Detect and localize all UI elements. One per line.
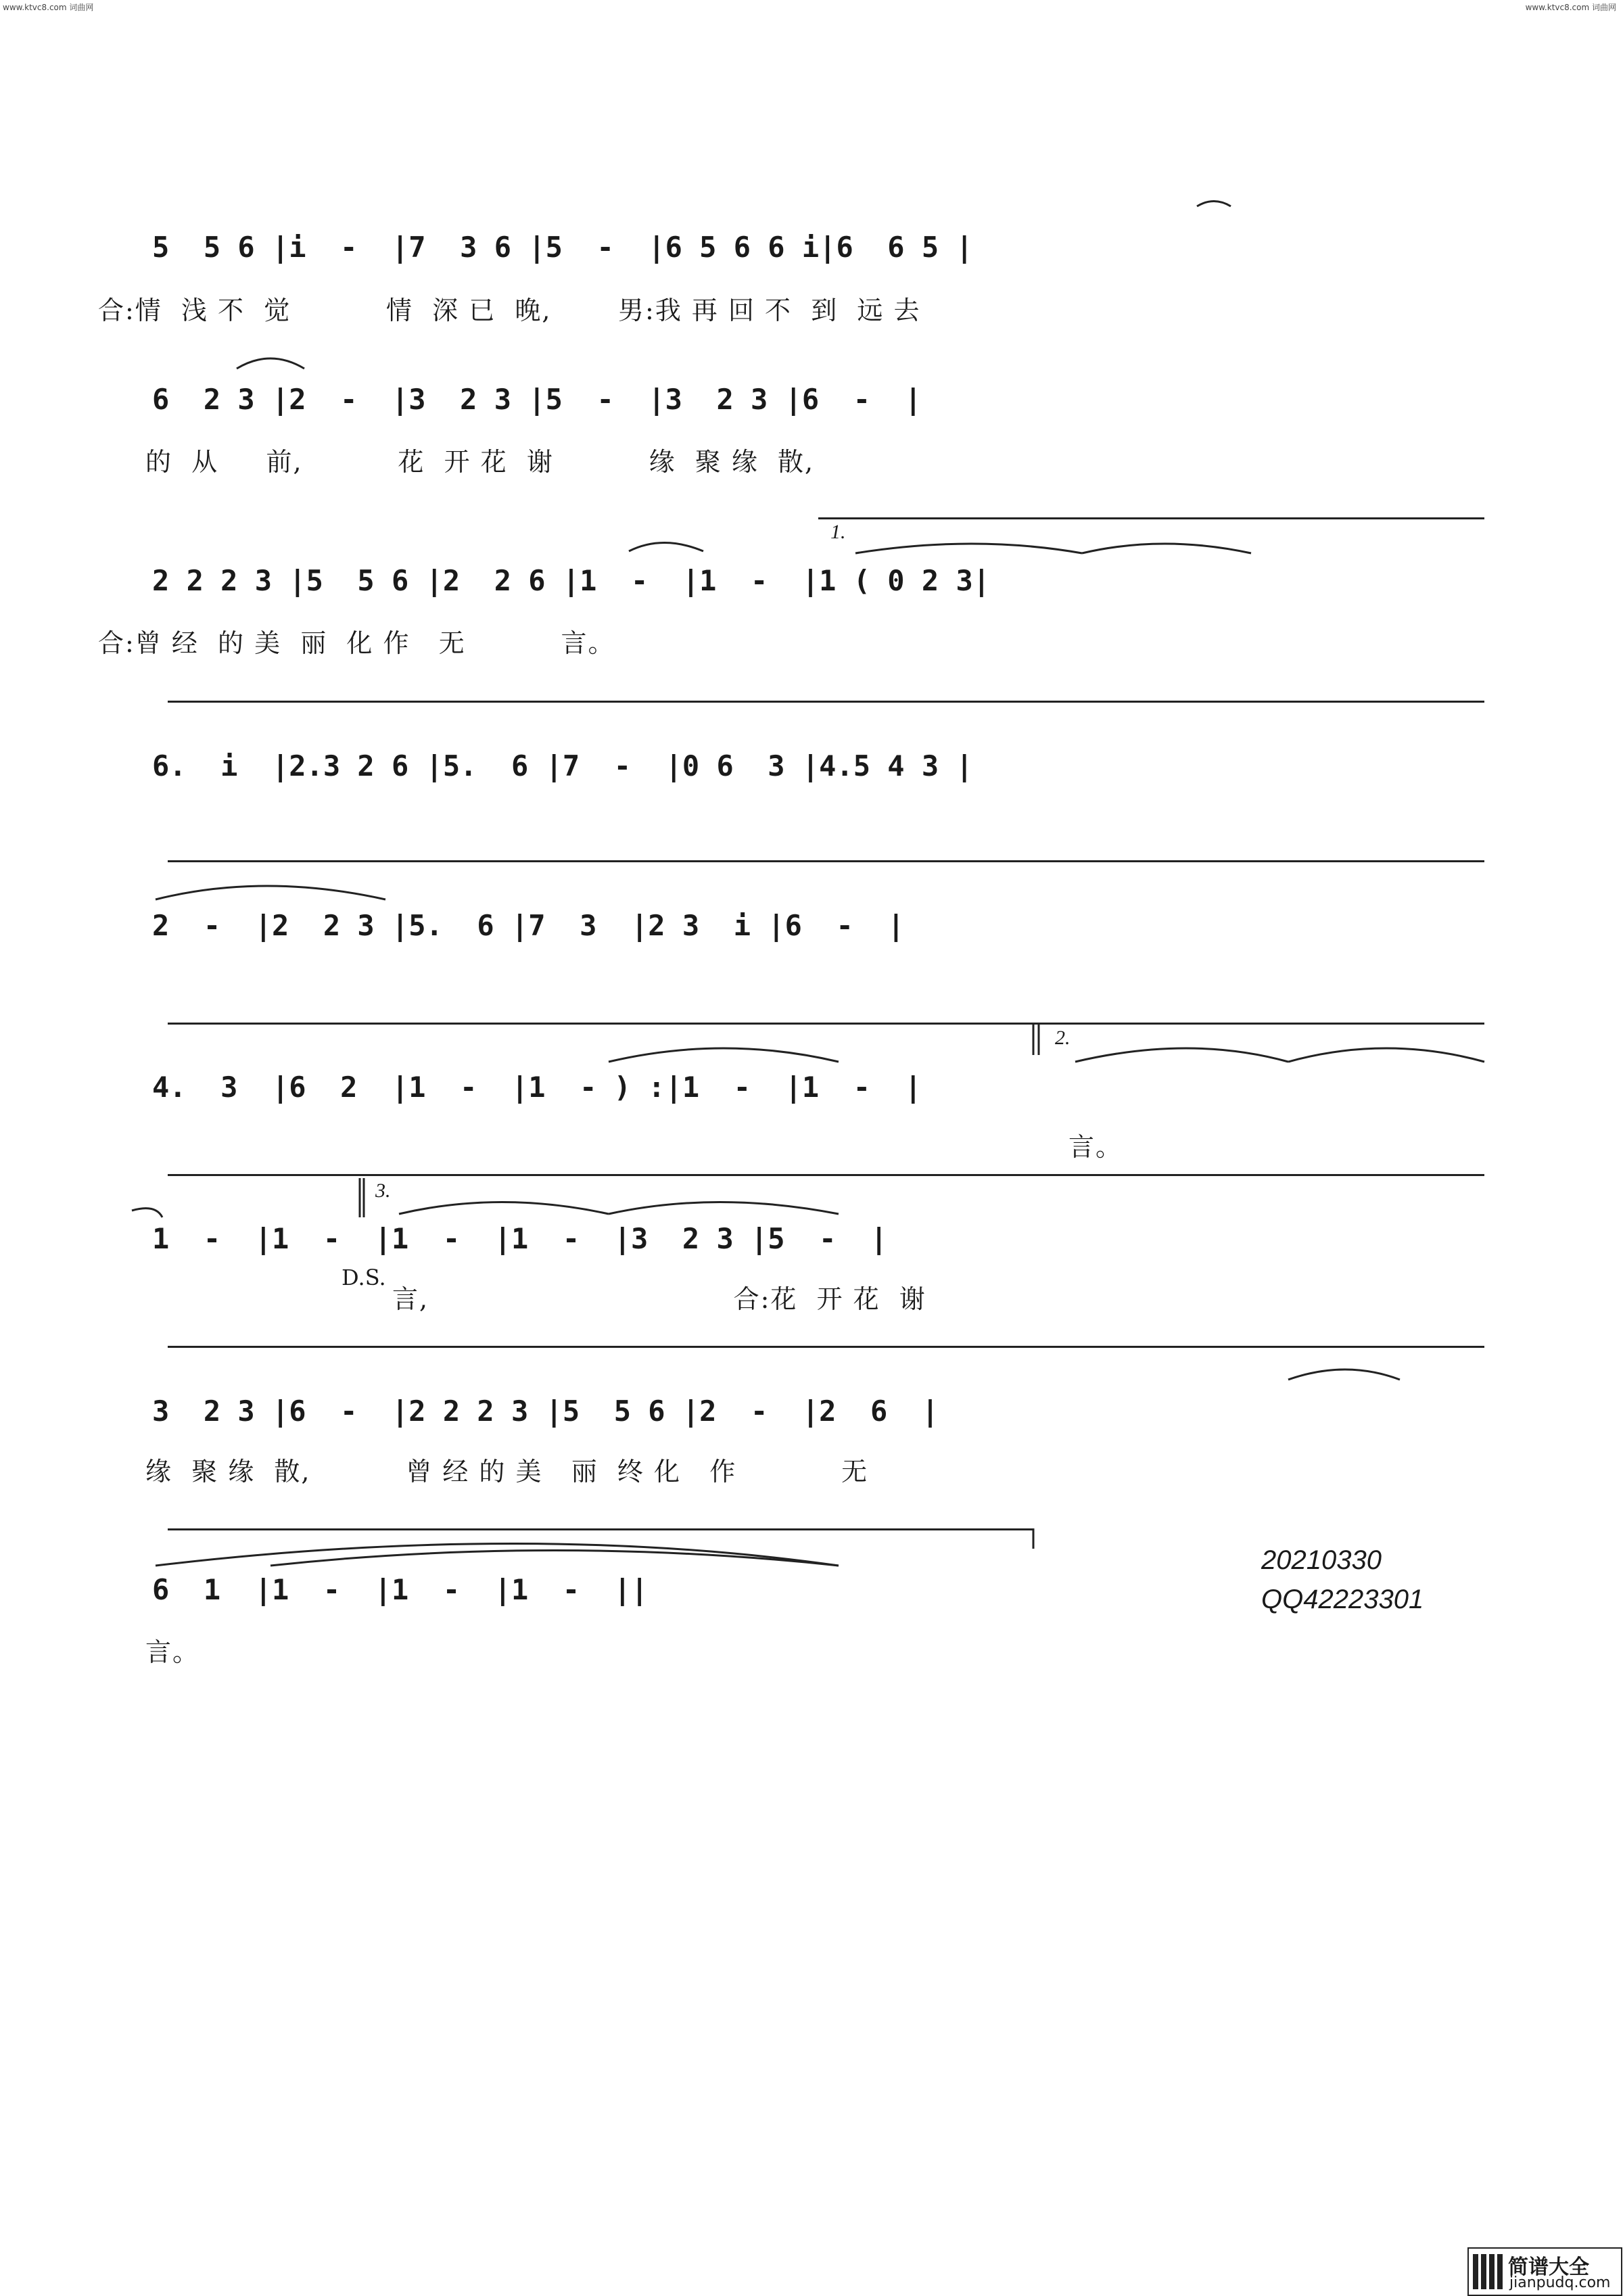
logo <box>1467 2247 1622 2296</box>
slur-row2 <box>237 358 304 369</box>
slur-row6c <box>1288 1048 1484 1062</box>
lyric-row-1: 合:情 浅 不 觉 情 深 已 晚, 男:我 再 回 不 到 远 去 <box>98 296 921 325</box>
header-right-text: www.ktvc8.com 词曲网 <box>1525 3 1616 12</box>
volta-2-label: 2. <box>1055 1027 1071 1049</box>
notation-row-9: 6 1 |1 - |1 - |1 - || <box>152 1573 649 1606</box>
notation-row-4: 6. i |2.3 2 6 |5. 6 |7 - |0 6 3 |4.5 4 3 | <box>152 749 973 782</box>
notation-row-3: 2 2 2 3 |5 5 6 |2 2 6 |1 - |1 - |1 ( 0 2 3| <box>152 564 991 597</box>
lyric-row-6: 言。 <box>1068 1132 1123 1162</box>
notation-row-7: 1 - |1 - |1 - |1 - |3 2 3 |5 - | <box>152 1222 888 1255</box>
lyric-row-2: 的 从 前, 花 开 花 谢 缘 聚 缘 散, <box>145 447 815 477</box>
notation-row-2: 6 2 3 |2 - |3 2 3 |5 - |3 2 3 |6 - | <box>152 383 922 416</box>
notation-row-6: 4. 3 |6 2 |1 - |1 - ) :|1 - |1 - | <box>152 1071 922 1104</box>
slur-row5 <box>156 886 385 899</box>
slur-row3c <box>1082 544 1251 553</box>
lyric-row-3: 合:曾 经 的 美 丽 化 作 无 言。 <box>98 628 615 658</box>
slur-row6b <box>1075 1048 1288 1062</box>
footer-date: 20210330 <box>1261 1545 1382 1575</box>
lyric-row-9: 言。 <box>145 1637 200 1667</box>
slur-row9a <box>156 1544 839 1566</box>
slur-row3b <box>855 544 1082 553</box>
header-left-text: www.ktvc8.com 词曲网 <box>3 3 94 12</box>
slur-row7c <box>609 1202 839 1215</box>
logo-url: jianpudq.com <box>1509 2274 1611 2291</box>
lyric-row-8: 缘 聚 缘 散, 曾 经 的 美 丽 终 化 作 无 <box>145 1457 869 1486</box>
slur-row7a <box>132 1209 162 1217</box>
volta-1-label: 1. <box>830 521 846 543</box>
slur-row6a <box>609 1048 839 1062</box>
notation-row-5: 2 - |2 2 3 |5. 6 |7 3 |2 3 i |6 - | <box>152 909 905 942</box>
slur-row7b <box>399 1202 609 1215</box>
lyric-row-7: 言, 合:花 开 花 谢 <box>392 1284 926 1314</box>
notation-row-8: 3 2 3 |6 - |2 2 2 3 |5 5 6 |2 - |2 6 | <box>152 1395 939 1428</box>
volta-3-label: 3. <box>375 1179 391 1202</box>
ds-mark: D.S. <box>342 1265 386 1290</box>
logo-brand: 简谱大全 <box>1508 2255 1589 2279</box>
slur-row8 <box>1288 1369 1400 1380</box>
slur-row9b <box>270 1551 839 1566</box>
notation-row-1: 5 5 6 |i - |7 3 6 |5 - |6 5 6 6 i|6 6 5 | <box>152 231 973 264</box>
footer-qq: QQ42223301 <box>1261 1585 1424 1614</box>
slur-row3a <box>629 543 703 552</box>
piano-icon <box>1473 2254 1504 2289</box>
slur-row1 <box>1197 202 1231 207</box>
